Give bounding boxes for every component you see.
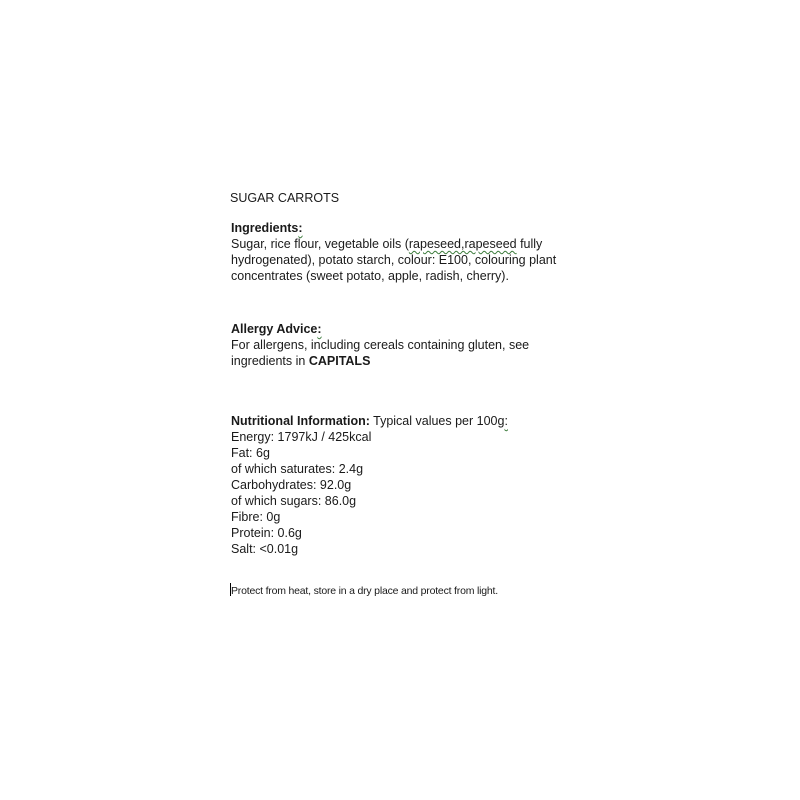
allergy-section <box>231 321 601 369</box>
allergy-line-2-text: ingredients in <box>231 354 309 368</box>
nutrition-section <box>231 413 601 557</box>
ingredients-heading: Ingredients <box>231 221 299 235</box>
nutrition-row: Salt: <0.01g <box>231 542 299 556</box>
nutrition-typical-values: Typical values per 100g <box>369 414 505 428</box>
storage-note: Protect from heat, store in a dry place and protect from light. <box>231 585 498 597</box>
nutrition-row: Fat: 6g <box>231 446 270 460</box>
ingredients-text-1a: Sugar, rice flour, vegetable oils ( <box>231 237 409 251</box>
nutrition-row: Carbohydrates: 92.0g <box>231 478 352 492</box>
allergy-line-1: For allergens, including cereals containing gluten, see <box>231 338 530 352</box>
allergy-heading: Allergy Advice <box>231 322 318 336</box>
ingredients-spellcheck-word: rapeseed,rapeseed <box>408 237 517 251</box>
ingredients-line-2: hydrogenated), potato starch, colour: E100, colouring plant <box>231 253 557 267</box>
nutrition-row: Fibre: 0g <box>231 510 281 524</box>
allergy-heading-line <box>231 321 601 337</box>
ingredients-heading-line <box>231 220 601 236</box>
allergy-capitals: CAPITALS <box>308 354 371 368</box>
product-title: SUGAR CARROTS <box>230 191 340 205</box>
nutrition-row: of which saturates: 2.4g <box>231 462 364 476</box>
ingredients-section <box>231 220 601 284</box>
ingredients-heading-colon: : <box>298 221 303 235</box>
nutrition-heading: Nutritional Information: <box>231 414 370 428</box>
ingredients-text-1b: fully <box>516 237 543 251</box>
storage-note-line <box>230 583 498 599</box>
allergy-heading-colon: : <box>317 322 322 336</box>
nutrition-row: of which sugars: 86.0g <box>231 494 357 508</box>
ingredients-line-3: concentrates (sweet potato, apple, radish, cherry). <box>231 269 509 283</box>
nutrition-row: Energy: 1797kJ / 425kcal <box>231 430 372 444</box>
allergy-line-2 <box>231 353 601 369</box>
ingredients-line-1 <box>231 236 601 252</box>
nutrition-row: Protein: 0.6g <box>231 526 302 540</box>
nutrition-typical-colon: : <box>504 414 508 428</box>
nutrition-heading-line <box>231 413 601 429</box>
